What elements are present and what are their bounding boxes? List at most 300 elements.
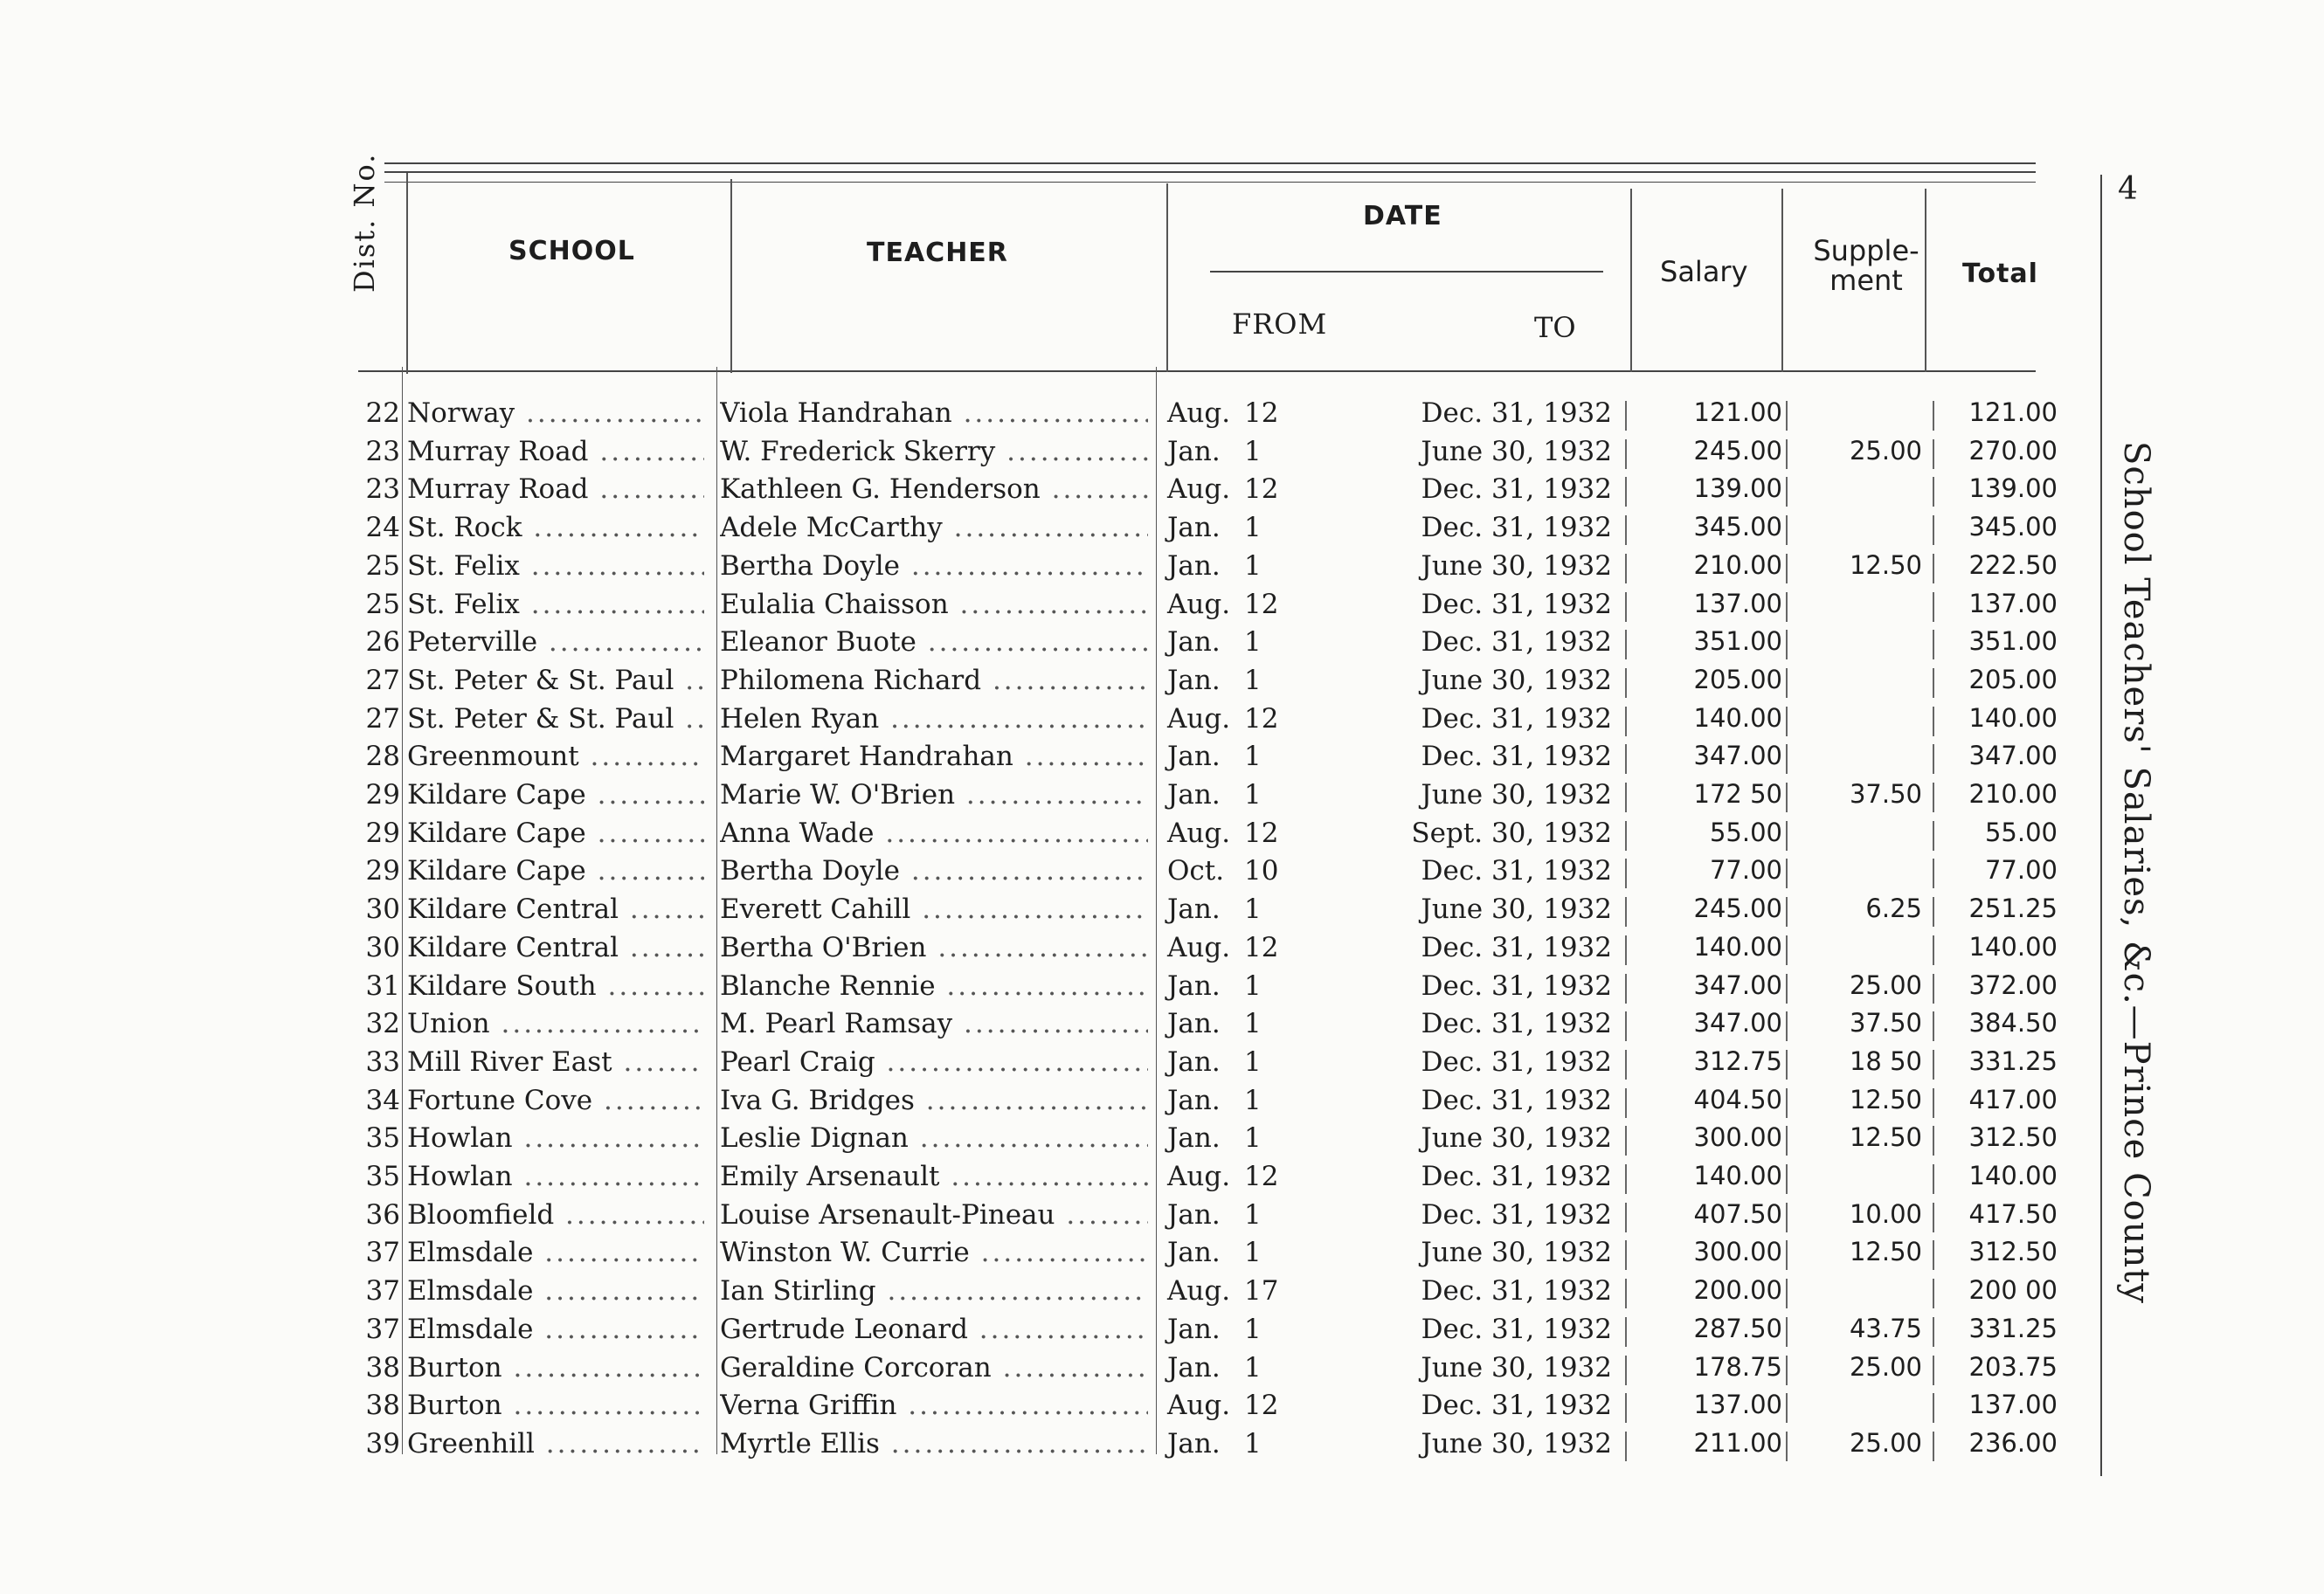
district-number: 29 [365,817,400,849]
cell-divider [1786,707,1788,736]
to-date: June 30, 1932 [1421,1237,1612,1269]
district-number: 35 [365,1122,400,1155]
cell-divider [1933,1203,1934,1232]
to-date: Dec. 31, 1932 [1421,588,1612,620]
cell-divider [1786,783,1788,812]
cell-divider [1933,592,1934,622]
from-month: Jan. [1167,1427,1221,1459]
salary-cell: 137.00 [1693,1390,1782,1420]
column-divider [1781,189,1783,372]
column-divider [730,179,732,373]
school-name: Kildare South ..... [407,970,704,1002]
cell-divider [1625,592,1627,622]
salary-cell: 140.00 [1693,931,1782,962]
cell-divider [1933,401,1934,431]
column-divider [1630,189,1632,372]
from-day: 1 [1244,741,1262,773]
cell-divider [1933,1393,1934,1423]
cell-divider [1786,1240,1788,1270]
cell-divider [1933,935,1934,965]
table-row [0,1085,2097,1121]
salary-cell: 351.00 [1693,626,1782,657]
salary-cell: 210.00 [1693,549,1782,580]
from-day: 12 [1244,1161,1279,1192]
cell-divider [1786,1088,1788,1118]
total-cell: 222.50 [1968,549,2058,580]
to-date: Dec. 31, 1932 [1421,1313,1612,1345]
table-row [0,1237,2097,1273]
dist-no-header: Dist. No. [348,152,381,293]
teacher-name: Iva G. Bridges ..... [720,1085,1148,1116]
supplement-cell: 25.00 [1849,970,1922,1000]
salary-cell: 55.00 [1709,817,1782,847]
salary-cell: 300.00 [1693,1237,1782,1267]
teacher-name: Helen Ryan ..... [720,703,1148,735]
district-number: 23 [365,435,400,467]
cell-divider [1786,439,1788,469]
from-month: Aug. [1167,702,1231,735]
to-date: June 30, 1932 [1421,779,1612,811]
district-number: 30 [365,894,400,926]
from-day: 1 [1244,435,1262,467]
cell-divider [1933,1088,1934,1118]
to-date: Dec. 31, 1932 [1421,1198,1612,1231]
table-row [0,1390,2097,1426]
teacher-name: Myrtle Ellis ..... [720,1428,1148,1459]
cell-divider [1786,821,1788,851]
salary-cell: 300.00 [1693,1122,1782,1153]
supplement-cell: 25.00 [1849,1427,1922,1458]
from-day: 1 [1244,1122,1262,1155]
from-header: FROM [1232,307,1328,341]
teacher-name: Ian Stirling ..... [720,1275,1148,1307]
total-cell: 210.00 [1968,779,2058,809]
total-cell: 331.25 [1968,1313,2058,1343]
school-name: Fortune Cove ..... [407,1085,704,1116]
cell-divider [1786,744,1788,774]
total-cell: 205.00 [1968,664,2058,694]
from-day: 1 [1244,1351,1262,1384]
to-date: Dec. 31, 1932 [1421,626,1612,659]
total-cell: 77.00 [1984,855,2058,886]
district-number: 39 [365,1427,400,1459]
school-name: Kildare Central ..... [407,932,704,963]
salary-cell: 347.00 [1693,741,1782,771]
top-rule [384,182,2036,183]
cell-divider [1625,935,1627,965]
supplement-cell: 37.50 [1849,779,1922,809]
school-name: Murray Road ..... [407,436,704,467]
to-date: Dec. 31, 1932 [1421,855,1612,887]
supplement-cell: 37.50 [1849,1008,1922,1039]
to-date: June 30, 1932 [1421,1351,1612,1384]
column-divider [406,173,408,374]
table-row [0,855,2097,892]
cell-divider [1933,668,1934,698]
cell-divider [1786,592,1788,622]
total-cell: 137.00 [1968,588,2058,618]
cell-divider [1933,554,1934,583]
salary-cell: 345.00 [1693,512,1782,542]
cell-divider [1625,1240,1627,1270]
school-name: Bloomfield ..... [407,1199,704,1231]
district-number: 37 [365,1237,400,1269]
from-day: 12 [1244,817,1279,849]
from-month: Aug. [1167,817,1231,849]
district-number: 27 [365,664,400,696]
cell-divider [1625,439,1627,469]
teacher-name: Kathleen G. Henderson ..... [720,473,1148,505]
total-cell: 312.50 [1968,1122,2058,1153]
teacher-name: Everett Cahill ..... [720,894,1148,925]
teacher-header: TEACHER [867,238,1008,268]
total-cell: 417.50 [1968,1198,2058,1229]
cell-divider [1625,515,1627,545]
teacher-name: Verna Griffin ..... [720,1390,1148,1421]
cell-divider [1786,974,1788,1004]
from-month: Jan. [1167,1198,1221,1231]
teacher-name: Margaret Handrahan ..... [720,741,1148,772]
cell-divider [1933,1279,1934,1308]
table-row [0,589,2097,625]
cell-divider [1625,821,1627,851]
district-number: 23 [365,473,400,506]
from-day: 1 [1244,970,1262,1002]
supplement-cell: 10.00 [1849,1198,1922,1229]
cell-divider [1933,477,1934,507]
teacher-name: Leslie Dignan ..... [720,1122,1148,1154]
salary-cell: 205.00 [1693,664,1782,694]
from-day: 1 [1244,512,1262,544]
school-name: St. Peter & St. Paul ..... [407,665,704,696]
teacher-name: Emily Arsenault ..... [720,1161,1148,1192]
from-month: Jan. [1167,549,1221,582]
salary-cell: 245.00 [1693,435,1782,466]
school-header: SCHOOL [508,236,635,266]
from-month: Jan. [1167,435,1221,467]
total-cell: 55.00 [1984,817,2058,847]
table-row [0,818,2097,854]
cell-divider [1933,1126,1934,1156]
district-number: 26 [365,626,400,659]
table-row [0,894,2097,930]
district-number: 38 [365,1390,400,1422]
teacher-name: Louise Arsenault-Pineau ..... [720,1199,1148,1231]
table-row [0,473,2097,510]
school-name: Mill River East ..... [407,1046,704,1078]
school-name: Murray Road ..... [407,473,704,505]
district-number: 30 [365,931,400,963]
table-row [0,1122,2097,1159]
school-name: Norway ..... [407,397,704,429]
table-row [0,665,2097,701]
from-day: 1 [1244,1313,1262,1345]
cell-divider [1786,401,1788,431]
cell-divider [1933,515,1934,545]
salary-cell: 287.50 [1693,1313,1782,1343]
from-day: 1 [1244,1084,1262,1116]
cell-divider [1786,1356,1788,1385]
total-cell: 140.00 [1968,702,2058,733]
cell-divider [1786,668,1788,698]
from-month: Aug. [1167,473,1231,506]
total-cell: 251.25 [1968,894,2058,924]
cell-divider [1625,783,1627,812]
cell-divider [1933,744,1934,774]
from-month: Jan. [1167,741,1221,773]
district-number: 22 [365,397,400,429]
cell-divider [1786,1126,1788,1156]
school-name: Burton ..... [407,1352,704,1384]
district-number: 35 [365,1161,400,1192]
school-name: Greenmount ..... [407,741,704,772]
to-date: June 30, 1932 [1421,549,1612,582]
cell-divider [1933,1011,1934,1041]
salary-cell: 347.00 [1693,970,1782,1000]
district-number: 29 [365,779,400,811]
from-month: Jan. [1167,512,1221,544]
column-divider [1166,183,1168,372]
header-bottom-rule [358,370,2036,372]
from-day: 12 [1244,702,1279,735]
total-cell: 417.00 [1968,1084,2058,1114]
cell-divider [1786,1011,1788,1041]
total-header: Total [1962,259,2038,289]
from-month: Jan. [1167,1237,1221,1269]
table-row [0,436,2097,473]
cell-divider [1933,821,1934,851]
district-number: 27 [365,702,400,735]
from-month: Aug. [1167,1275,1231,1308]
from-month: Jan. [1167,626,1221,659]
cell-divider [1786,1393,1788,1423]
table-row [0,1314,2097,1350]
salary-cell: 347.00 [1693,1008,1782,1039]
from-month: Jan. [1167,1313,1221,1345]
to-date: Dec. 31, 1932 [1421,473,1612,506]
cell-divider [1625,1164,1627,1194]
from-month: Jan. [1167,894,1221,926]
from-month: Jan. [1167,1351,1221,1384]
running-title: School Teachers' Salaries, &c.—Prince County [2116,441,2156,1304]
cell-divider [1786,897,1788,927]
district-number: 25 [365,549,400,582]
from-day: 1 [1244,1045,1262,1078]
top-rule [384,171,2036,173]
supplement-cell: 18 50 [1849,1045,1922,1076]
supplement-cell: 12.50 [1849,1084,1922,1114]
cell-divider [1786,515,1788,545]
school-name: Howlan ..... [407,1122,704,1154]
teacher-name: Viola Handrahan ..... [720,397,1148,429]
salary-cell: 140.00 [1693,702,1782,733]
to-header: TO [1534,311,1576,344]
teacher-name: Anna Wade ..... [720,818,1148,849]
from-day: 10 [1244,855,1279,887]
school-name: St. Felix ..... [407,589,704,620]
school-name: Burton ..... [407,1390,704,1421]
from-month: Aug. [1167,397,1231,429]
to-date: Dec. 31, 1932 [1421,1161,1612,1192]
to-date: Dec. 31, 1932 [1421,1390,1612,1422]
from-month: Jan. [1167,970,1221,1002]
supplement-cell: 6.25 [1865,894,1922,924]
school-name: Elmsdale ..... [407,1314,704,1345]
salary-cell: 139.00 [1693,473,1782,504]
total-cell: 384.50 [1968,1008,2058,1039]
cell-divider [1625,477,1627,507]
table-row [0,626,2097,663]
total-cell: 331.25 [1968,1045,2058,1076]
salary-cell: 172 50 [1693,779,1782,809]
table-row [0,779,2097,816]
salary-cell: 121.00 [1693,397,1782,427]
from-day: 1 [1244,1198,1262,1231]
teacher-name: Gertrude Leonard ..... [720,1314,1148,1345]
to-date: Dec. 31, 1932 [1421,741,1612,773]
school-name: Howlan ..... [407,1161,704,1192]
total-cell: 137.00 [1968,1390,2058,1420]
cell-divider [1786,1317,1788,1347]
school-name: St. Rock ..... [407,512,704,543]
cell-divider [1625,1356,1627,1385]
salary-cell: 200.00 [1693,1275,1782,1306]
salary-cell: 178.75 [1693,1351,1782,1382]
total-cell: 351.00 [1968,626,2058,657]
cell-divider [1625,974,1627,1004]
from-day: 1 [1244,1008,1262,1040]
total-cell: 140.00 [1968,1161,2058,1190]
from-day: 1 [1244,1427,1262,1459]
from-month: Aug. [1167,931,1231,963]
teacher-name: Pearl Craig ..... [720,1046,1148,1078]
supplement-cell: 43.75 [1849,1313,1922,1343]
from-day: 12 [1244,397,1279,429]
school-name: Peterville ..... [407,626,704,658]
salary-cell: 77.00 [1709,855,1782,886]
cell-divider [1786,1050,1788,1080]
to-date: June 30, 1932 [1421,1427,1612,1459]
total-cell: 140.00 [1968,931,2058,962]
school-name: St. Felix ..... [407,550,704,582]
cell-divider [1933,707,1934,736]
cell-divider [1625,554,1627,583]
cell-divider [1625,1432,1627,1461]
cell-divider [1933,1050,1934,1080]
total-cell: 139.00 [1968,473,2058,504]
table-row [0,741,2097,777]
cell-divider [1933,897,1934,927]
cell-divider [1786,630,1788,659]
table-row [0,1008,2097,1045]
cell-divider [1625,859,1627,888]
from-month: Aug. [1167,1161,1231,1192]
date-divider [1210,271,1603,273]
cell-divider [1625,707,1627,736]
district-number: 34 [365,1084,400,1116]
teacher-name: Philomena Richard ..... [720,665,1148,696]
supplement-header-line1: Supple- [1813,234,1919,267]
from-day: 1 [1244,549,1262,582]
from-month: Aug. [1167,1390,1231,1422]
teacher-name: Eleanor Buote ..... [720,626,1148,658]
teacher-name: Eulalia Chaisson ..... [720,589,1148,620]
cell-divider [1625,1088,1627,1118]
cell-divider [1786,1432,1788,1461]
school-name: Kildare Central ..... [407,894,704,925]
cell-divider [1625,1279,1627,1308]
school-name: Greenhill ..... [407,1428,704,1459]
district-number: 31 [365,970,400,1002]
cell-divider [1933,630,1934,659]
total-cell: 345.00 [1968,512,2058,542]
cell-divider [1933,1356,1934,1385]
district-number: 36 [365,1198,400,1231]
to-date: June 30, 1932 [1421,1122,1612,1155]
teacher-name: Blanche Rennie ..... [720,970,1148,1002]
to-date: Dec. 31, 1932 [1421,512,1612,544]
from-day: 1 [1244,779,1262,811]
supplement-cell: 25.00 [1849,435,1922,466]
from-day: 1 [1244,1237,1262,1269]
table-row [0,1199,2097,1236]
from-month: Jan. [1167,1084,1221,1116]
district-number: 29 [365,855,400,887]
cell-divider [1786,859,1788,888]
from-day: 1 [1244,894,1262,926]
to-date: Dec. 31, 1932 [1421,1045,1612,1078]
total-cell: 121.00 [1968,397,2058,427]
from-month: Oct. [1167,855,1225,887]
salary-cell: 245.00 [1693,894,1782,924]
to-date: Dec. 31, 1932 [1421,1008,1612,1040]
district-number: 33 [365,1045,400,1078]
from-month: Jan. [1167,664,1221,696]
page-number: 4 [2118,171,2138,207]
cell-divider [1625,1011,1627,1041]
table-row [0,550,2097,587]
teacher-name: Marie W. O'Brien ..... [720,779,1148,811]
cell-divider [1625,630,1627,659]
to-date: June 30, 1932 [1421,894,1612,926]
cell-divider [1625,1393,1627,1423]
to-date: June 30, 1932 [1421,664,1612,696]
from-month: Jan. [1167,1008,1221,1040]
school-name: Kildare Cape ..... [407,855,704,887]
salary-header: Salary [1660,255,1748,288]
to-date: Dec. 31, 1932 [1421,702,1612,735]
cell-divider [1786,1279,1788,1308]
cell-divider [1933,1432,1934,1461]
from-day: 12 [1244,1390,1279,1422]
from-day: 12 [1244,588,1279,620]
cell-divider [1933,783,1934,812]
table-row [0,703,2097,740]
teacher-name: Bertha Doyle ..... [720,550,1148,582]
to-date: Dec. 31, 1932 [1421,970,1612,1002]
from-month: Jan. [1167,1122,1221,1155]
from-day: 12 [1244,473,1279,506]
salary-cell: 211.00 [1693,1427,1782,1458]
district-number: 24 [365,512,400,544]
table-row [0,1352,2097,1389]
from-month: Jan. [1167,779,1221,811]
to-date: Dec. 31, 1932 [1421,397,1612,429]
cell-divider [1625,744,1627,774]
salary-cell: 140.00 [1693,1161,1782,1190]
teacher-name: Geraldine Corcoran ..... [720,1352,1148,1384]
district-number: 32 [365,1008,400,1040]
